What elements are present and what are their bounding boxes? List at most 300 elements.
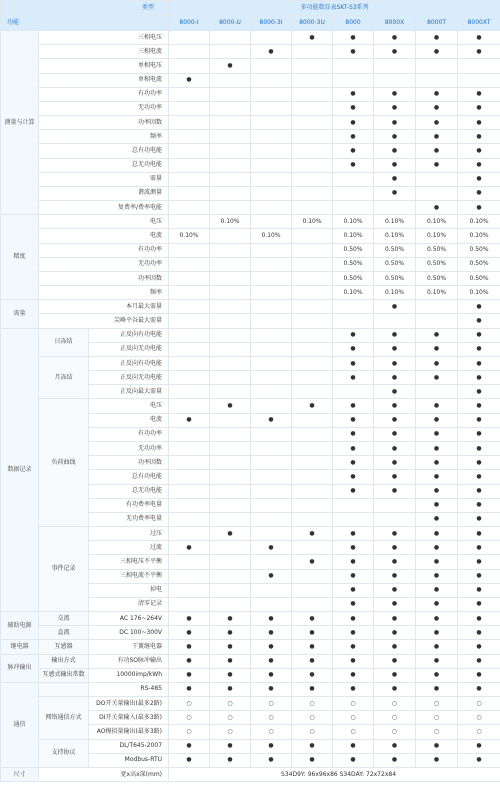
supported-dot-icon: ● <box>374 172 416 186</box>
item-label: 三相电压不平衡 <box>89 555 169 569</box>
model-col-header: 8000-3U <box>292 16 333 31</box>
empty-cell <box>292 144 333 158</box>
size-value: S34D9Y: 96x96x86 S34DAY: 72x72x84 <box>169 767 500 781</box>
supported-dot-icon: ● <box>333 612 374 626</box>
table-row <box>1 612 500 626</box>
empty-cell <box>251 441 292 455</box>
table-row <box>1 101 500 115</box>
supported-dot-icon: ● <box>458 441 500 455</box>
item-label: 三相电流不平衡 <box>89 569 169 583</box>
empty-cell <box>251 427 292 441</box>
empty-cell <box>169 512 210 526</box>
empty-cell <box>251 399 292 413</box>
supported-dot-icon: ● <box>169 541 210 555</box>
supported-dot-icon: ● <box>416 45 458 59</box>
supported-dot-icon: ● <box>333 682 374 696</box>
accuracy-value: 0.50% <box>374 243 416 257</box>
item-label: DL/T645-2007 <box>89 739 169 753</box>
supported-dot-icon: ● <box>292 654 333 668</box>
empty-cell <box>292 456 333 470</box>
empty-cell <box>210 45 251 59</box>
optional-ring-icon: ○ <box>333 711 374 725</box>
empty-cell <box>210 441 251 455</box>
subcategory-cell: 互感式输出常数 <box>39 668 89 682</box>
item-label: 总有功电能 <box>39 144 169 158</box>
optional-ring-icon: ○ <box>292 711 333 725</box>
supported-dot-icon: ● <box>458 371 500 385</box>
item-label: 尖峰平谷最大需量 <box>39 314 169 328</box>
table-row <box>1 243 500 257</box>
table-row <box>1 300 500 314</box>
item-label: 过流 <box>89 541 169 555</box>
accuracy-value: 0.50% <box>374 271 416 285</box>
empty-cell <box>210 271 251 285</box>
supported-dot-icon: ● <box>292 527 333 541</box>
subcategory-cell: 互感器 <box>39 640 89 654</box>
supported-dot-icon: ● <box>374 668 416 682</box>
supported-dot-icon: ● <box>251 668 292 682</box>
empty-cell <box>169 597 210 611</box>
supported-dot-icon: ● <box>458 640 500 654</box>
empty-cell <box>210 158 251 172</box>
item-label: 有功功率 <box>89 427 169 441</box>
empty-cell <box>169 215 210 229</box>
accuracy-value: 0.50% <box>333 243 374 257</box>
empty-cell <box>210 456 251 470</box>
supported-dot-icon: ● <box>333 45 374 59</box>
optional-ring-icon: ○ <box>169 697 210 711</box>
item-label: 需量 <box>39 172 169 186</box>
category-cell: 需量 <box>1 300 39 328</box>
empty-cell <box>292 172 333 186</box>
supported-dot-icon: ● <box>416 87 458 101</box>
supported-dot-icon: ● <box>416 583 458 597</box>
category-cell: 辅助电源 <box>1 612 39 640</box>
supported-dot-icon: ● <box>333 739 374 753</box>
supported-dot-icon: ● <box>251 612 292 626</box>
empty-cell <box>292 314 333 328</box>
supported-dot-icon: ● <box>458 45 500 59</box>
empty-cell <box>333 512 374 526</box>
supported-dot-icon: ● <box>458 427 500 441</box>
empty-cell <box>292 541 333 555</box>
supported-dot-icon: ● <box>374 441 416 455</box>
supported-dot-icon: ● <box>458 413 500 427</box>
optional-ring-icon: ○ <box>416 711 458 725</box>
accuracy-value: 0.50% <box>333 257 374 271</box>
supported-dot-icon: ● <box>458 186 500 200</box>
empty-cell <box>251 371 292 385</box>
empty-cell <box>292 441 333 455</box>
supported-dot-icon: ● <box>458 512 500 526</box>
empty-cell <box>169 31 210 45</box>
optional-ring-icon: ○ <box>416 725 458 739</box>
subcategory-cell: 网络通信方式 <box>39 697 89 740</box>
empty-cell <box>210 314 251 328</box>
accuracy-value: 0.10% <box>333 286 374 300</box>
item-label: 三相电流 <box>39 45 169 59</box>
supported-dot-icon: ● <box>374 342 416 356</box>
model-col-header: 8000XT <box>458 16 500 31</box>
supported-dot-icon: ● <box>458 158 500 172</box>
empty-cell <box>169 59 210 73</box>
empty-cell <box>169 427 210 441</box>
item-label: RS-485 <box>89 682 169 696</box>
function-label: 功能 <box>7 19 20 26</box>
empty-cell <box>210 512 251 526</box>
empty-cell <box>210 257 251 271</box>
supported-dot-icon: ● <box>458 555 500 569</box>
optional-ring-icon: ○ <box>251 725 292 739</box>
empty-cell <box>292 371 333 385</box>
table-row <box>1 314 500 328</box>
supported-dot-icon: ● <box>292 682 333 696</box>
item-label: 无功功率 <box>39 101 169 115</box>
supported-dot-icon: ● <box>292 626 333 640</box>
empty-cell <box>251 512 292 526</box>
size-item-label: 宽x高x深(mm) <box>39 767 169 781</box>
supported-dot-icon: ● <box>374 356 416 370</box>
supported-dot-icon: ● <box>333 342 374 356</box>
table-row <box>1 73 500 87</box>
item-label: AC 176~264V <box>89 612 169 626</box>
table-row <box>1 640 500 654</box>
supported-dot-icon: ● <box>374 597 416 611</box>
empty-cell <box>251 158 292 172</box>
supported-dot-icon: ● <box>374 470 416 484</box>
empty-cell <box>169 101 210 115</box>
supported-dot-icon: ● <box>416 527 458 541</box>
model-col-header: 8000T <box>416 16 458 31</box>
supported-dot-icon: ● <box>416 753 458 767</box>
empty-cell <box>210 243 251 257</box>
supported-dot-icon: ● <box>169 753 210 767</box>
empty-cell <box>333 172 374 186</box>
empty-cell <box>292 569 333 583</box>
accuracy-value: 0.10% <box>292 215 333 229</box>
supported-dot-icon: ● <box>333 470 374 484</box>
item-label: 本月最大需量 <box>39 300 169 314</box>
item-label: 三相电压 <box>39 31 169 45</box>
optional-ring-icon: ○ <box>210 697 251 711</box>
supported-dot-icon: ● <box>333 371 374 385</box>
empty-cell <box>251 328 292 342</box>
item-label: 有功费率电量 <box>89 498 169 512</box>
table-row <box>1 186 500 200</box>
empty-cell <box>210 101 251 115</box>
empty-cell <box>169 87 210 101</box>
empty-cell <box>169 527 210 541</box>
supported-dot-icon: ● <box>374 569 416 583</box>
supported-dot-icon: ● <box>374 87 416 101</box>
empty-cell <box>292 597 333 611</box>
empty-cell <box>292 201 333 215</box>
supported-dot-icon: ● <box>333 87 374 101</box>
empty-cell <box>292 484 333 498</box>
empty-cell <box>333 201 374 215</box>
empty-cell <box>210 484 251 498</box>
supported-dot-icon: ● <box>416 116 458 130</box>
empty-cell <box>210 328 251 342</box>
optional-ring-icon: ○ <box>374 725 416 739</box>
accuracy-value: 0.10% <box>416 229 458 243</box>
supported-dot-icon: ● <box>251 682 292 696</box>
item-label: 有功功率 <box>39 243 169 257</box>
empty-cell <box>333 314 374 328</box>
supported-dot-icon: ● <box>292 753 333 767</box>
supported-dot-icon: ● <box>251 413 292 427</box>
empty-cell <box>210 172 251 186</box>
supported-dot-icon: ● <box>210 399 251 413</box>
supported-dot-icon: ● <box>374 555 416 569</box>
empty-cell <box>292 583 333 597</box>
item-label: 正反向有功电能 <box>89 328 169 342</box>
empty-cell <box>210 371 251 385</box>
supported-dot-icon: ● <box>416 456 458 470</box>
supported-dot-icon: ● <box>169 668 210 682</box>
accuracy-value: 0.10% <box>374 229 416 243</box>
empty-cell <box>210 300 251 314</box>
supported-dot-icon: ● <box>333 158 374 172</box>
item-label: 功率因数 <box>39 116 169 130</box>
optional-ring-icon: ○ <box>416 697 458 711</box>
empty-cell <box>210 541 251 555</box>
table-row <box>1 45 500 59</box>
empty-cell <box>333 186 374 200</box>
empty-cell <box>292 101 333 115</box>
subcategory-cell <box>39 682 89 696</box>
empty-cell <box>210 356 251 370</box>
supported-dot-icon: ● <box>416 356 458 370</box>
empty-cell <box>210 130 251 144</box>
supported-dot-icon: ● <box>333 399 374 413</box>
supported-dot-icon: ● <box>374 186 416 200</box>
category-cell: 继电器 <box>1 640 39 654</box>
empty-cell <box>251 583 292 597</box>
supported-dot-icon: ● <box>210 640 251 654</box>
category-cell: 测量与计算 <box>1 31 39 215</box>
empty-cell <box>333 498 374 512</box>
empty-cell <box>210 201 251 215</box>
supported-dot-icon: ● <box>374 371 416 385</box>
empty-cell <box>292 158 333 172</box>
table-row <box>1 144 500 158</box>
supported-dot-icon: ● <box>416 441 458 455</box>
category-cell: 脉冲输出 <box>1 654 39 682</box>
subcategory-cell: 直流 <box>39 626 89 640</box>
supported-dot-icon: ● <box>374 527 416 541</box>
subcategory-cell: 交流 <box>39 612 89 626</box>
supported-dot-icon: ● <box>458 612 500 626</box>
supported-dot-icon: ● <box>333 555 374 569</box>
optional-ring-icon: ○ <box>169 711 210 725</box>
empty-cell <box>169 286 210 300</box>
supported-dot-icon: ● <box>374 427 416 441</box>
supported-dot-icon: ● <box>458 470 500 484</box>
empty-cell <box>292 130 333 144</box>
supported-dot-icon: ● <box>374 45 416 59</box>
empty-cell <box>458 73 500 87</box>
supported-dot-icon: ● <box>458 597 500 611</box>
supported-dot-icon: ● <box>458 753 500 767</box>
supported-dot-icon: ● <box>333 356 374 370</box>
empty-cell <box>416 385 458 399</box>
accuracy-value: 0.10% <box>333 229 374 243</box>
optional-ring-icon: ○ <box>210 725 251 739</box>
supported-dot-icon: ● <box>416 328 458 342</box>
size-row <box>1 767 500 781</box>
accuracy-value: 0.10% <box>458 215 500 229</box>
supported-dot-icon: ● <box>292 612 333 626</box>
empty-cell <box>210 73 251 87</box>
empty-cell <box>416 59 458 73</box>
empty-cell <box>169 116 210 130</box>
category-cell: 数据记录 <box>1 328 39 611</box>
item-label: 频率 <box>39 130 169 144</box>
empty-cell <box>292 356 333 370</box>
subcategory-cell: 事件记录 <box>39 527 89 612</box>
empty-cell <box>374 73 416 87</box>
empty-cell <box>210 286 251 300</box>
optional-ring-icon: ○ <box>374 697 416 711</box>
empty-cell <box>169 470 210 484</box>
empty-cell <box>292 45 333 59</box>
supported-dot-icon: ● <box>416 413 458 427</box>
item-label: 复费率/费率电能 <box>39 201 169 215</box>
supported-dot-icon: ● <box>458 201 500 215</box>
supported-dot-icon: ● <box>374 612 416 626</box>
supported-dot-icon: ● <box>333 753 374 767</box>
table-row <box>1 271 500 285</box>
empty-cell <box>292 271 333 285</box>
supported-dot-icon: ● <box>333 654 374 668</box>
subcategory-cell: 月冻结 <box>39 356 89 399</box>
supported-dot-icon: ● <box>333 456 374 470</box>
supported-dot-icon: ● <box>210 739 251 753</box>
model-col-header: 8000-3I <box>251 16 292 31</box>
supported-dot-icon: ● <box>210 654 251 668</box>
supported-dot-icon: ● <box>458 739 500 753</box>
supported-dot-icon: ● <box>458 399 500 413</box>
supported-dot-icon: ● <box>458 484 500 498</box>
item-label: 总无功电能 <box>39 158 169 172</box>
empty-cell <box>210 186 251 200</box>
item-label: 有功SO脉冲输出 <box>89 654 169 668</box>
empty-cell <box>292 116 333 130</box>
empty-cell <box>251 73 292 87</box>
model-col-header: 8000-U <box>210 16 251 31</box>
item-label: 功率因数 <box>89 456 169 470</box>
accuracy-value: 0.10% <box>416 286 458 300</box>
item-label: 频率 <box>39 286 169 300</box>
empty-cell <box>251 243 292 257</box>
supported-dot-icon: ● <box>333 541 374 555</box>
item-label: 无功费率电量 <box>89 512 169 526</box>
table-row <box>1 31 500 45</box>
item-label: 单相电压 <box>39 59 169 73</box>
supported-dot-icon: ● <box>458 130 500 144</box>
supported-dot-icon: ● <box>292 31 333 45</box>
empty-cell <box>210 87 251 101</box>
table-row <box>1 399 500 413</box>
supported-dot-icon: ● <box>416 158 458 172</box>
empty-cell <box>333 385 374 399</box>
empty-cell <box>292 470 333 484</box>
supported-dot-icon: ● <box>374 116 416 130</box>
item-label: DO开关量输出(最多2路) <box>89 697 169 711</box>
empty-cell <box>210 342 251 356</box>
supported-dot-icon: ● <box>251 541 292 555</box>
empty-cell <box>251 456 292 470</box>
supported-dot-icon: ● <box>416 541 458 555</box>
accuracy-value: 0.10% <box>458 229 500 243</box>
supported-dot-icon: ● <box>374 626 416 640</box>
supported-dot-icon: ● <box>416 569 458 583</box>
table-row <box>1 328 500 342</box>
supported-dot-icon: ● <box>210 612 251 626</box>
model-col-header: 8000X <box>374 16 416 31</box>
optional-ring-icon: ○ <box>292 725 333 739</box>
empty-cell <box>169 484 210 498</box>
table-row <box>1 201 500 215</box>
empty-cell <box>251 597 292 611</box>
optional-ring-icon: ○ <box>210 711 251 725</box>
supported-dot-icon: ● <box>374 541 416 555</box>
supported-dot-icon: ● <box>169 626 210 640</box>
empty-cell <box>416 300 458 314</box>
empty-cell <box>251 271 292 285</box>
empty-cell <box>251 498 292 512</box>
empty-cell <box>292 257 333 271</box>
supported-dot-icon: ● <box>416 739 458 753</box>
table-row <box>1 697 500 711</box>
supported-dot-icon: ● <box>416 130 458 144</box>
item-label: Modbus-RTU <box>89 753 169 767</box>
empty-cell <box>416 186 458 200</box>
item-label: 总无功电能 <box>89 484 169 498</box>
supported-dot-icon: ● <box>374 739 416 753</box>
supported-dot-icon: ● <box>458 144 500 158</box>
empty-cell <box>292 342 333 356</box>
supported-dot-icon: ● <box>416 654 458 668</box>
table-row <box>1 739 500 753</box>
supported-dot-icon: ● <box>374 654 416 668</box>
empty-cell <box>292 59 333 73</box>
empty-cell <box>333 59 374 73</box>
size-category-cell: 尺寸 <box>1 767 39 781</box>
supported-dot-icon: ● <box>458 385 500 399</box>
supported-dot-icon: ● <box>458 356 500 370</box>
supported-dot-icon: ● <box>333 583 374 597</box>
supported-dot-icon: ● <box>292 640 333 654</box>
empty-cell <box>169 144 210 158</box>
empty-cell <box>169 172 210 186</box>
supported-dot-icon: ● <box>458 342 500 356</box>
accuracy-value: 0.10% <box>251 229 292 243</box>
empty-cell <box>292 73 333 87</box>
supported-dot-icon: ● <box>458 541 500 555</box>
supported-dot-icon: ● <box>458 116 500 130</box>
supported-dot-icon: ● <box>374 144 416 158</box>
category-cell: 精度 <box>1 215 39 300</box>
empty-cell <box>374 498 416 512</box>
empty-cell <box>458 59 500 73</box>
supported-dot-icon: ● <box>416 399 458 413</box>
accuracy-value: 0.10% <box>210 215 251 229</box>
empty-cell <box>292 413 333 427</box>
table-row <box>1 682 500 696</box>
empty-cell <box>251 286 292 300</box>
